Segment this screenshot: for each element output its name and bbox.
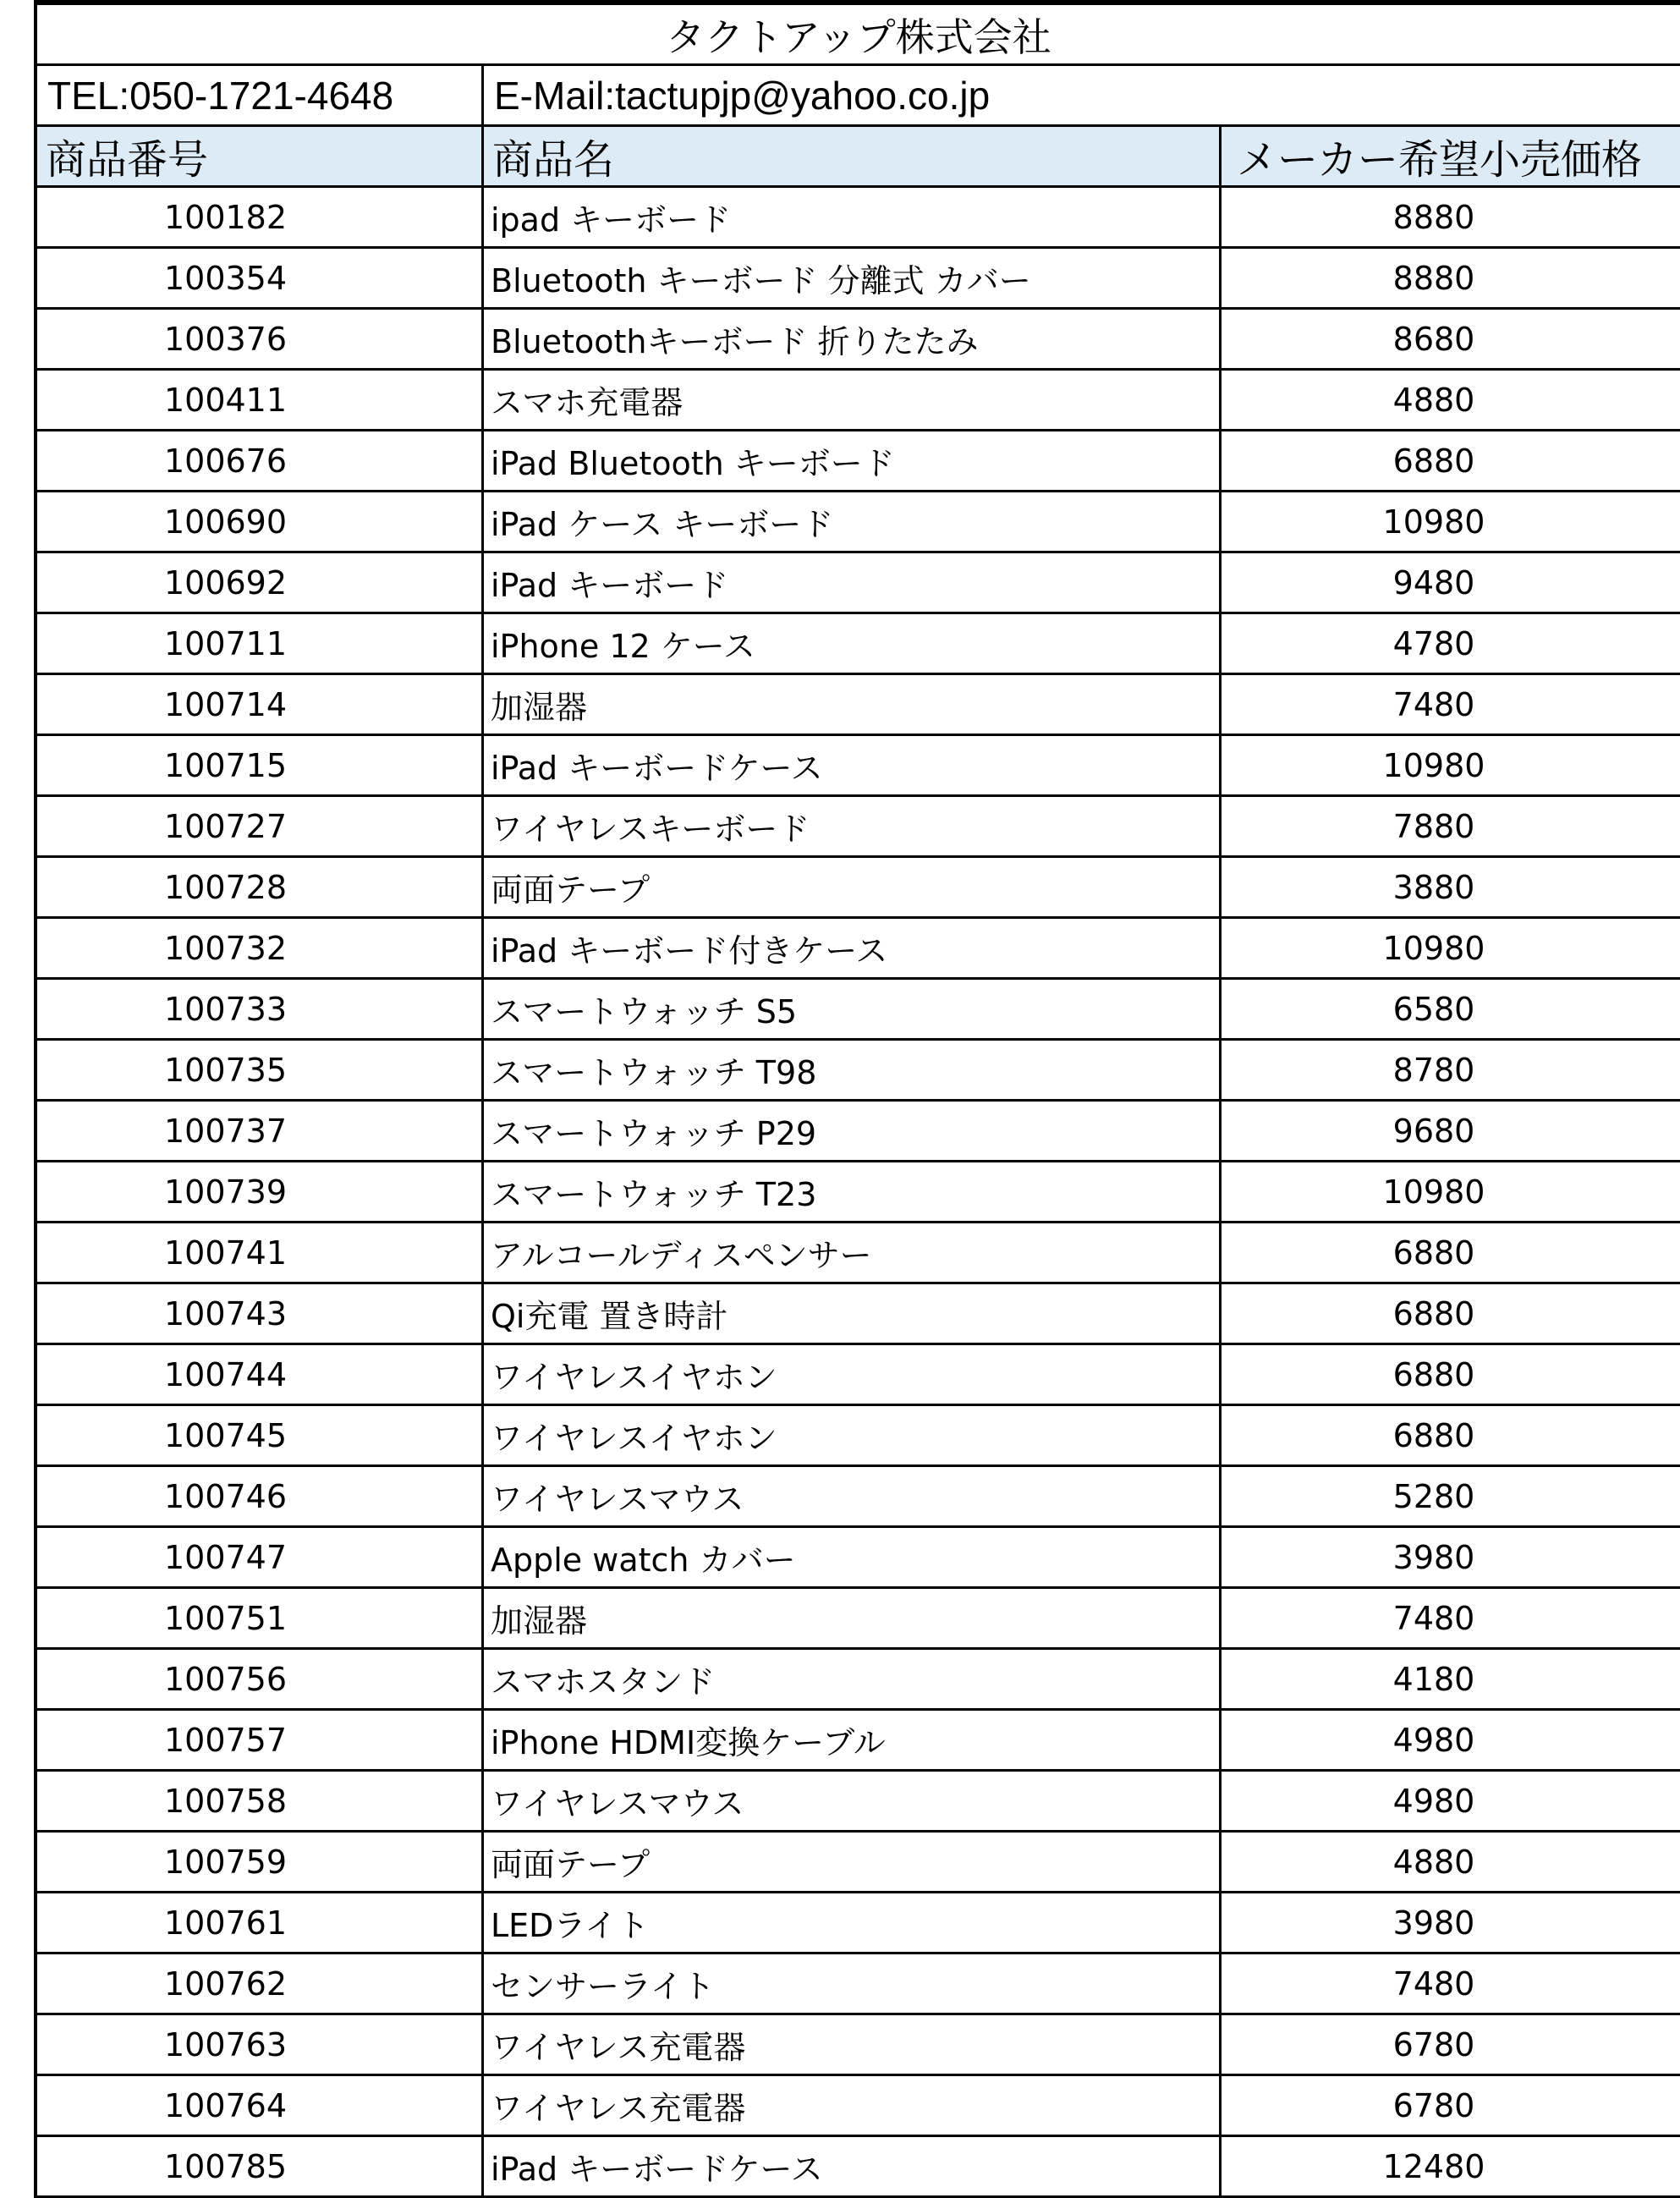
product-number-cell: 100676 (37, 431, 484, 490)
table-row (37, 1284, 1680, 1345)
product-name-cell: スマホ充電器 (484, 371, 1222, 429)
table-row (37, 310, 1680, 371)
product-name-cell: Qi充電 置き時計 (484, 1284, 1222, 1343)
retail-price-cell: 6880 (1392, 1234, 1475, 1272)
product-number-cell: 100759 (37, 1833, 484, 1891)
retail-price-cell: 10980 (1382, 503, 1485, 541)
retail-price-cell: 7480 (1392, 685, 1475, 723)
product-number-cell: 100746 (37, 1467, 484, 1525)
retail-price-cell: 6880 (1392, 1294, 1475, 1333)
table-row (37, 1406, 1680, 1467)
column-header-product-number: 商品番号 (37, 127, 484, 185)
table-row (37, 188, 1680, 249)
product-name-cell: スマートウォッチ P29 (484, 1102, 1222, 1160)
title-row (37, 5, 1680, 66)
table-row (37, 980, 1680, 1041)
retail-price-cell: 4880 (1392, 381, 1475, 419)
product-name-cell: iPad キーボード (484, 553, 1222, 612)
product-name-cell: Bluetoothキーボード 折りたたみ (484, 310, 1222, 368)
retail-price-cell: 6780 (1392, 2025, 1475, 2063)
retail-price-cell: 8880 (1392, 259, 1475, 297)
product-number-cell: 100692 (37, 553, 484, 612)
table-row (37, 614, 1680, 675)
retail-price-cell: 6880 (1392, 1355, 1475, 1393)
product-number-cell: 100741 (37, 1223, 484, 1282)
table-row (37, 2076, 1680, 2137)
retail-price-cell: 6880 (1392, 442, 1475, 480)
product-name-cell: 加湿器 (484, 1589, 1222, 1647)
column-header-retail-price: メーカー希望小売価格 (1237, 136, 1643, 184)
table-row (37, 1223, 1680, 1284)
retail-price-cell: 10980 (1382, 746, 1485, 784)
retail-price-cell: 4980 (1392, 1721, 1475, 1759)
table-row (37, 2137, 1680, 2198)
product-name-cell: iPad キーボードケース (484, 2137, 1222, 2195)
retail-price-cell: 9480 (1392, 563, 1475, 602)
product-number-cell: 100747 (37, 1528, 484, 1586)
product-number-cell: 100711 (37, 614, 484, 673)
product-number-cell: 100737 (37, 1102, 484, 1160)
product-name-cell: Apple watch カバー (484, 1528, 1222, 1586)
product-number-cell: 100764 (37, 2076, 484, 2135)
product-number-cell: 100376 (37, 310, 484, 368)
product-name-cell: ワイヤレスイヤホン (484, 1345, 1222, 1404)
table-row (37, 919, 1680, 980)
table-row (37, 675, 1680, 736)
product-name-cell: 両面テープ (484, 1833, 1222, 1891)
retail-price-cell: 8780 (1392, 1051, 1475, 1089)
retail-price-cell: 10980 (1382, 1173, 1485, 1211)
table-row (37, 1833, 1680, 1893)
product-number-cell: 100735 (37, 1041, 484, 1099)
table-row (37, 1772, 1680, 1833)
retail-price-cell: 10980 (1382, 929, 1485, 967)
retail-price-cell: 4780 (1392, 624, 1475, 662)
table-row (37, 249, 1680, 310)
column-header-product-name: 商品名 (484, 127, 1222, 185)
product-number-cell: 100761 (37, 1893, 484, 1952)
retail-price-cell: 12480 (1382, 2147, 1485, 2185)
table-row (37, 1589, 1680, 1650)
product-number-cell: 100785 (37, 2137, 484, 2195)
table-row (37, 1893, 1680, 1954)
retail-price-cell: 7480 (1392, 1599, 1475, 1637)
price-list-sheet (34, 0, 1680, 2198)
retail-price-cell: 4880 (1392, 1843, 1475, 1881)
table-row (37, 553, 1680, 614)
product-number-cell: 100690 (37, 492, 484, 551)
product-name-cell: スマートウォッチ T98 (484, 1041, 1222, 1099)
retail-price-cell: 7880 (1392, 807, 1475, 845)
table-header (37, 127, 1680, 188)
retail-price-cell: 3880 (1392, 868, 1475, 906)
product-name-cell: スマートウォッチ T23 (484, 1162, 1222, 1221)
product-number-cell: 100745 (37, 1406, 484, 1464)
retail-price-cell: 3980 (1392, 1538, 1475, 1576)
product-number-cell: 100743 (37, 1284, 484, 1343)
retail-price-cell: 6780 (1392, 2086, 1475, 2124)
retail-price-cell: 4180 (1392, 1660, 1475, 1698)
table-row (37, 1102, 1680, 1162)
product-name-cell: iPhone 12 ケース (484, 614, 1222, 673)
product-number-cell: 100756 (37, 1650, 484, 1708)
product-name-cell: LEDライト (484, 1893, 1222, 1952)
retail-price-cell: 7480 (1392, 1964, 1475, 2003)
retail-price-cell: 4980 (1392, 1782, 1475, 1820)
product-name-cell: 加湿器 (484, 675, 1222, 734)
table-row (37, 371, 1680, 431)
table-row (37, 858, 1680, 919)
product-name-cell: 両面テープ (484, 858, 1222, 916)
product-name-cell: iPad キーボードケース (484, 736, 1222, 794)
table-row (37, 2015, 1680, 2076)
product-name-cell: Bluetooth キーボード 分離式 カバー (484, 249, 1222, 307)
product-number-cell: 100751 (37, 1589, 484, 1647)
product-name-cell: iPad ケース キーボード (484, 492, 1222, 551)
table-row (37, 736, 1680, 797)
product-number-cell: 100762 (37, 1954, 484, 2013)
product-name-cell: iPhone HDMI変換ケーブル (484, 1711, 1222, 1769)
product-number-cell: 100411 (37, 371, 484, 429)
company-name: タクトアップ株式会社 (666, 14, 1051, 60)
retail-price-cell: 8680 (1392, 320, 1475, 358)
retail-price-cell: 8880 (1392, 198, 1475, 236)
table-row (37, 797, 1680, 858)
table-row (37, 1345, 1680, 1406)
product-number-cell: 100732 (37, 919, 484, 977)
phone-number: TEL:050-1721-4648 (37, 66, 484, 124)
product-number-cell: 100763 (37, 2015, 484, 2074)
product-number-cell: 100728 (37, 858, 484, 916)
product-name-cell: ワイヤレスマウス (484, 1772, 1222, 1830)
retail-price-cell: 6880 (1392, 1416, 1475, 1454)
product-name-cell: スマートウォッチ S5 (484, 980, 1222, 1038)
table-row (37, 1162, 1680, 1223)
product-number-cell: 100758 (37, 1772, 484, 1830)
retail-price-cell: 9680 (1392, 1112, 1475, 1150)
product-name-cell: ワイヤレス充電器 (484, 2076, 1222, 2135)
product-number-cell: 100182 (37, 188, 484, 246)
contact-row (37, 66, 1680, 127)
product-number-cell: 100714 (37, 675, 484, 734)
product-name-cell: アルコールディスペンサー (484, 1223, 1222, 1282)
product-number-cell: 100354 (37, 249, 484, 307)
table-row (37, 1650, 1680, 1711)
product-number-cell: 100733 (37, 980, 484, 1038)
table-row (37, 1528, 1680, 1589)
retail-price-cell: 3980 (1392, 1904, 1475, 1942)
table-row (37, 492, 1680, 553)
table-row (37, 1711, 1680, 1772)
product-name-cell: ワイヤレス充電器 (484, 2015, 1222, 2074)
retail-price-cell: 5280 (1392, 1477, 1475, 1515)
table-row (37, 1954, 1680, 2015)
product-name-cell: ワイヤレスマウス (484, 1467, 1222, 1525)
product-name-cell: センサーライト (484, 1954, 1222, 2013)
product-name-cell: iPad キーボード付きケース (484, 919, 1222, 977)
retail-price-cell: 6580 (1392, 990, 1475, 1028)
product-number-cell: 100744 (37, 1345, 484, 1404)
product-name-cell: ipad キーボード (484, 188, 1222, 246)
table-row (37, 1467, 1680, 1528)
product-name-cell: iPad Bluetooth キーボード (484, 431, 1222, 490)
product-number-cell: 100739 (37, 1162, 484, 1221)
table-row (37, 1041, 1680, 1102)
product-name-cell: ワイヤレスキーボード (484, 797, 1222, 855)
product-number-cell: 100727 (37, 797, 484, 855)
product-number-cell: 100757 (37, 1711, 484, 1769)
product-name-cell: スマホスタンド (484, 1650, 1222, 1708)
email-address: E-Mail:tactupjp@yahoo.co.jp (494, 73, 991, 118)
table-row (37, 431, 1680, 492)
product-name-cell: ワイヤレスイヤホン (484, 1406, 1222, 1464)
product-number-cell: 100715 (37, 736, 484, 794)
